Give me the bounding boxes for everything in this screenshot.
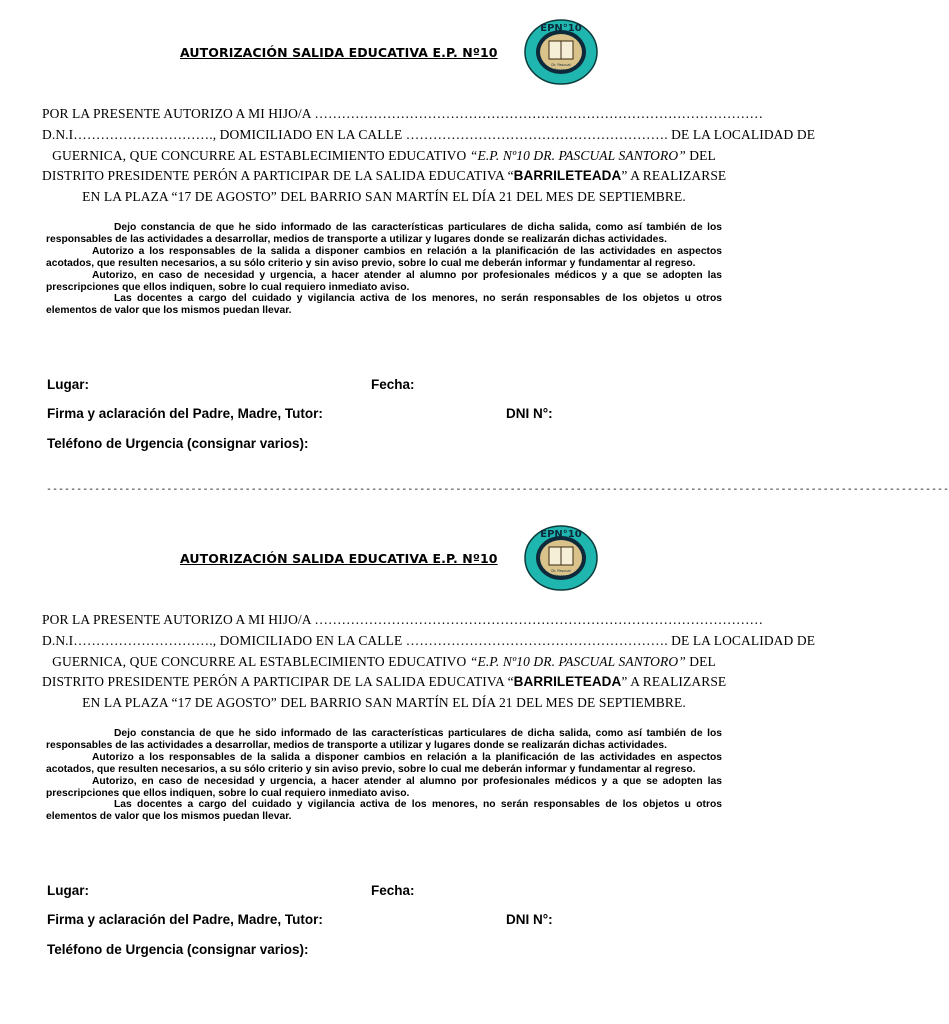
paragraph-cambios: Autorizo a los responsables de la salida a disponer cambios en relación a la planificación de las actividades en aspectos acotados, que resulten necesarios, a su sólo criterio y sin aviso previo, sobre lo cual me deberán informar y fundamentar al regreso. (46, 751, 722, 775)
form-title: AUTORIZACIÓN SALIDA EDUCATIVA E.P. Nº10 (180, 45, 498, 60)
fecha-label: Fecha: (371, 377, 415, 392)
svg-text:Santoro: Santoro (554, 574, 568, 578)
paragraph-constancia: Dejo constancia de que he sido informado de las características particulares de dicha salida, como así también de los responsables de las actividades a desarrollar, medios de transporte a utilizar y lugares donde se realizarán dichas actividades. (46, 728, 722, 751)
telefono-label: Teléfono de Urgencia (consignar varios): (47, 942, 309, 957)
school-logo-icon (524, 19, 598, 85)
intro-text (42, 104, 816, 208)
cut-line: ------------------------------------------------------------------------------------------------------------------------------------------------------ (46, 484, 949, 495)
intro-line-4: DISTRITO PRESIDENTE PERÓN A PARTICIPAR DE LA SALIDA EDUCATIVA “BARRILETEADA” A REALIZARSE (42, 168, 727, 184)
svg-text:Dr. Pascual: Dr. Pascual (551, 569, 571, 573)
dni-label: DNI N°: (506, 406, 553, 421)
dni-label: DNI N°: (506, 912, 553, 927)
intro-line-1: POR LA PRESENTE AUTORIZO A MI HIJO/A ……………………………………………………………………………………… (42, 106, 764, 121)
paragraph-responsabilidad: Las docentes a cargo del cuidado y vigilancia activa de los menores, no serán responsables de los objetos u otros elementos de valor que los mismos puedan llevar. (46, 799, 722, 823)
intro-line-1: POR LA PRESENTE AUTORIZO A MI HIJO/A ……………………………………………………………………………………… (42, 612, 764, 627)
svg-text:Dr. Pascual: Dr. Pascual (551, 63, 571, 67)
school-logo-icon (524, 525, 598, 591)
form-title: AUTORIZACIÓN SALIDA EDUCATIVA E.P. Nº10 (180, 551, 498, 566)
svg-text:EPN°10: EPN°10 (540, 529, 582, 540)
intro-line-2: D.N.I…………………………., DOMICILIADO EN LA CALLE …………………………………………………. DE LA LOCALIDAD DE (42, 126, 816, 142)
intro-line-3: GUERNICA, QUE CONCURRE AL ESTABLECIMIENTO EDUCATIVO “E.P. Nº10 DR. PASCUAL SANTORO” DEL (52, 147, 716, 163)
paragraph-urgencia: Autorizo, en caso de necesidad y urgencia, a hacer atender al alumno por profesionales médicos y a que se adopten las prescripciones que ellos indiquen, sobre lo cual requiero inmediato aviso. (46, 775, 722, 799)
intro-line-2: D.N.I…………………………., DOMICILIADO EN LA CALLE …………………………………………………. DE LA LOCALIDAD DE (42, 632, 816, 648)
paragraph-urgencia: Autorizo, en caso de necesidad y urgencia, a hacer atender al alumno por profesionales médicos y a que se adopten las prescripciones que ellos indiquen, sobre lo cual requiero inmediato aviso. (46, 269, 722, 293)
conditions-text (46, 222, 722, 317)
paragraph-constancia: Dejo constancia de que he sido informado de las características particulares de dicha salida, como así también de los responsables de las actividades a desarrollar, medios de transporte a utilizar y lugares donde se realizarán dichas actividades. (46, 222, 722, 245)
fecha-label: Fecha: (371, 883, 415, 898)
svg-text:Santoro: Santoro (554, 68, 568, 72)
intro-line-4: DISTRITO PRESIDENTE PERÓN A PARTICIPAR DE LA SALIDA EDUCATIVA “BARRILETEADA” A REALIZARSE (42, 674, 727, 690)
intro-line-3: GUERNICA, QUE CONCURRE AL ESTABLECIMIENTO EDUCATIVO “E.P. Nº10 DR. PASCUAL SANTORO” DEL (52, 653, 716, 669)
paragraph-cambios: Autorizo a los responsables de la salida a disponer cambios en relación a la planificación de las actividades en aspectos acotados, que resulten necesarios, a su sólo criterio y sin aviso previo, sobre lo cual me deberán informar y fundamentar al regreso. (46, 245, 722, 269)
conditions-text (46, 728, 722, 823)
intro-line-5: EN LA PLAZA “17 DE AGOSTO” DEL BARRIO SAN MARTÍN EL DÍA 21 DEL MES DE SEPTIEMBRE. (82, 695, 686, 711)
svg-text:EPN°10: EPN°10 (540, 23, 582, 34)
paragraph-responsabilidad: Las docentes a cargo del cuidado y vigilancia activa de los menores, no serán responsables de los objetos u otros elementos de valor que los mismos puedan llevar. (46, 293, 722, 317)
telefono-label: Teléfono de Urgencia (consignar varios): (47, 436, 309, 451)
firma-label: Firma y aclaración del Padre, Madre, Tutor: (47, 406, 323, 421)
firma-label: Firma y aclaración del Padre, Madre, Tutor: (47, 912, 323, 927)
lugar-label: Lugar: (47, 883, 89, 898)
intro-text (42, 610, 816, 714)
intro-line-5: EN LA PLAZA “17 DE AGOSTO” DEL BARRIO SAN MARTÍN EL DÍA 21 DEL MES DE SEPTIEMBRE. (82, 189, 686, 205)
lugar-label: Lugar: (47, 377, 89, 392)
